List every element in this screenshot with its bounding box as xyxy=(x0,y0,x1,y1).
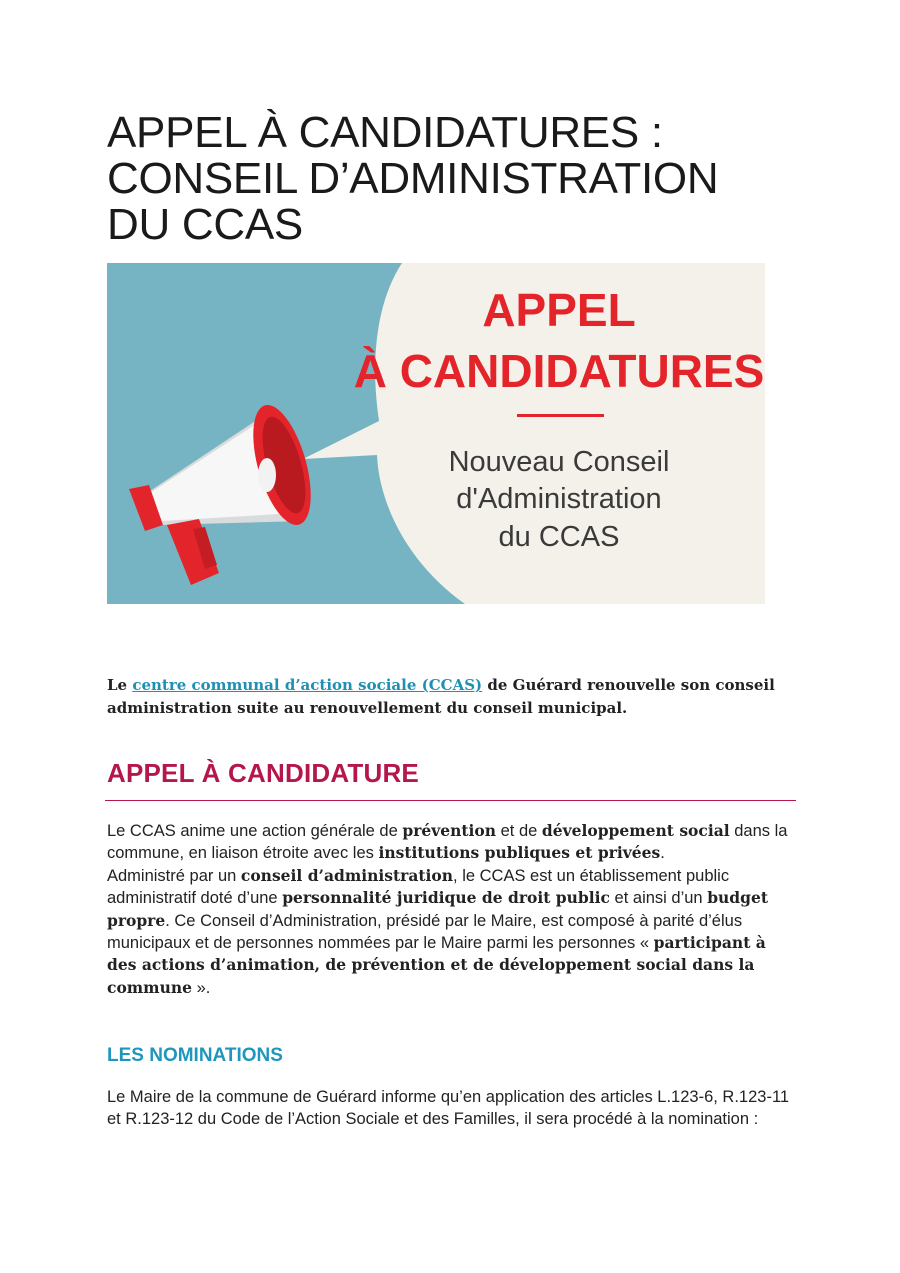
paragraph-administration: Administré par un conseil d’administration, le CCAS est un établissement public administratif doté d’une personnalité juridique de droit public et ainsi d’un budget propre. Ce Conseil d’Administration, présidé par le Maire, est composé à parité d’élus municipaux et de personnes nommées par le Maire parmi les personnes « participant à des actions d’animation, de prévention et de développement social dans la commune ». xyxy=(107,865,769,997)
section-title: APPEL À CANDIDATURE xyxy=(107,758,419,788)
ccas-link[interactable]: centre communal d’action sociale (CCAS) xyxy=(132,676,483,694)
intro-rest: de Guérard renouvelle son conseil administration suite au renouvellement du conseil municipal. xyxy=(107,676,775,717)
nominations-paragraph: Le Maire de la commune de Guérard informe qu’en application des articles L.123-6, R.123-11 et R.123-12 du Code de l’Action Sociale et des Familles, il sera procédé à la nomination : xyxy=(107,1088,790,1129)
section-divider xyxy=(105,800,796,801)
banner-subtitle-3: du CCAS xyxy=(498,521,620,553)
ccas-description xyxy=(107,820,797,999)
intro-lead: Le xyxy=(107,676,133,694)
page-title-line-2: CONSEIL D’ADMINISTRATION xyxy=(107,154,719,203)
intro-paragraph xyxy=(107,674,807,720)
page-title xyxy=(107,110,827,248)
paragraph-prevention: Le CCAS anime une action générale de prévention et de développement social dans la commune, en liaison étroite avec les institutions publiques et privées. xyxy=(107,821,788,863)
nominations-title: LES NOMINATIONS xyxy=(107,1045,283,1066)
page-title-line-1: APPEL À CANDIDATURES : xyxy=(107,108,663,157)
banner-subtitle-2: d'Administration xyxy=(456,483,662,515)
banner-headline-1: APPEL xyxy=(482,284,636,336)
banner-subtitle-1: Nouveau Conseil xyxy=(448,446,670,478)
banner-headline-2: À CANDIDATURES xyxy=(353,345,765,397)
hero-banner-image xyxy=(107,263,765,604)
banner-divider xyxy=(517,414,604,417)
page-title-line-3: DU CCAS xyxy=(107,200,303,249)
